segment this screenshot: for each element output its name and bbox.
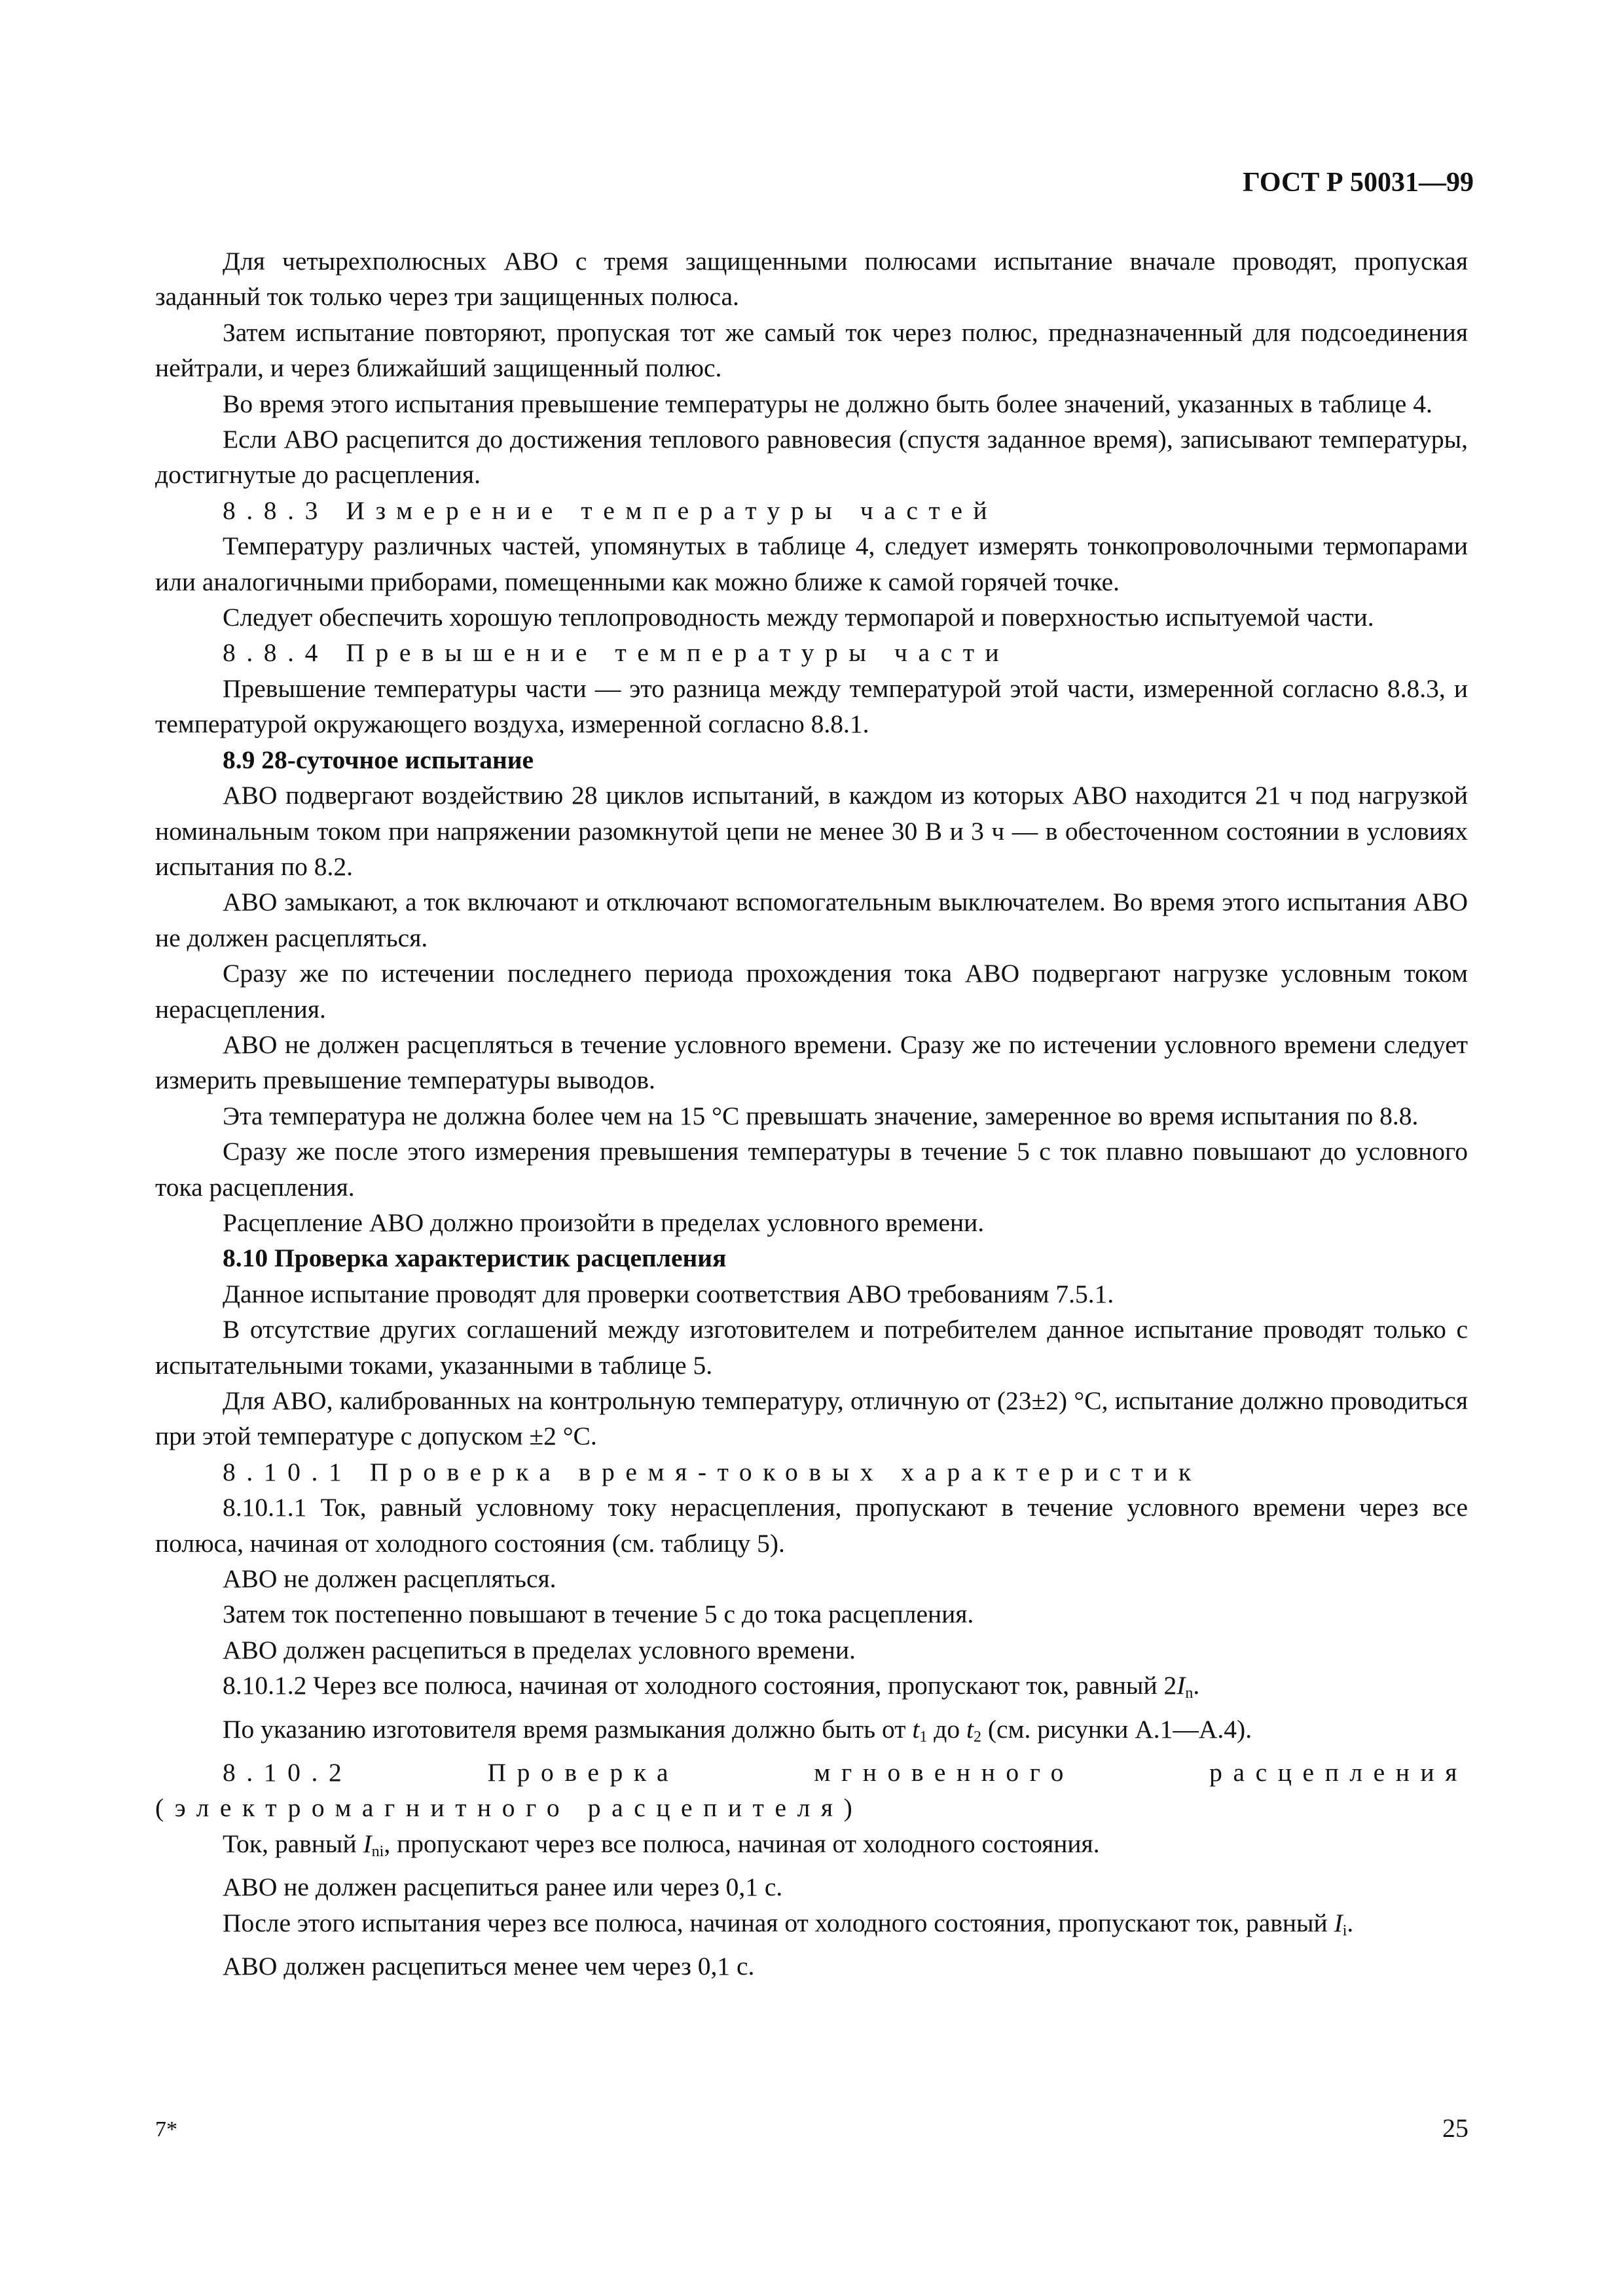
paragraph-text-end: .: [1193, 1671, 1200, 1700]
section-heading-8-10: 8.10 Проверка характеристик расцепления: [223, 1244, 727, 1273]
paragraph-with-formula: [155, 1712, 1468, 1755]
time-subscript: 2: [973, 1728, 981, 1746]
paragraph: Расцепление АВО должно произойти в пределах условного времени.: [223, 1208, 985, 1237]
paragraph-text-mid: до: [927, 1714, 966, 1744]
paragraph-text-end: .: [1347, 1908, 1354, 1937]
paragraph-with-formula: [155, 1668, 1468, 1711]
paragraph: 8.10.1.1 Ток, равный условному току нерасцепления, пропускают в течение условного времени через все полюса, начиная от холодного состояния (см. таблицу 5).: [155, 1493, 1468, 1558]
paragraph: АВО не должен расцепляться в течение условного времени. Сразу же по истечении условного времени следует измерить превышение температуры выводов.: [155, 1030, 1468, 1095]
current-subscript: ni: [371, 1842, 384, 1860]
paragraph-text: Ток, равный: [223, 1829, 357, 1858]
paragraph: АВО не должен расцепиться ранее или через 0,1 с.: [223, 1873, 783, 1902]
paragraph-with-formula: [155, 1826, 1468, 1869]
paragraph: АВО подвергают воздействию 28 циклов испытаний, в каждом из которых АВО находится 21 ч под нагрузкой номинальным током при напряжении разомкнутой цепи не менее 30 В и 3 ч — в обесточенном состоянии в условиях испытания по 8.2.: [155, 781, 1468, 881]
page-number: 25: [1442, 2113, 1468, 2143]
paragraph: Для АВО, калиброванных на контрольную температуру, отличную от (23±2) °С, испытание должно проводиться при этой температуре с допуском ±2 °С.: [155, 1386, 1468, 1451]
paragraph: Температуру различных частей, упомянутых в таблице 4, следует измерять тонкопроволочными термопарами или аналогичными приборами, помещенными как можно ближе к самой горячей точке.: [155, 531, 1468, 596]
paragraph: АВО должен расцепиться в пределах условного времени.: [223, 1635, 856, 1664]
paragraph: АВО должен расцепиться менее чем через 0,1 с.: [223, 1952, 755, 1981]
section-heading-8-9: 8.9 28-суточное испытание: [223, 745, 534, 774]
paragraph: В отсутствие других соглашений между изготовителем и потребителем данное испытание проводят только с испытательными токами, указанными в таблице 5.: [155, 1315, 1468, 1380]
paragraph: Сразу же после этого измерения превышения температуры в течение 5 с ток плавно повышают до условного тока расцепления.: [155, 1137, 1468, 1202]
time-symbol: t: [966, 1714, 974, 1744]
page-body: [155, 243, 1468, 1984]
current-subscript: i: [1342, 1922, 1347, 1939]
paragraph: Если АВО расцепится до достижения теплового равновесия (спустя заданное время), записывают температуры, достигнутые до расцепления.: [155, 425, 1468, 490]
current-symbol: I: [363, 1829, 372, 1858]
paragraph: Для четырехполюсных АВО с тремя защищенными полюсами испытание вначале проводят, пропуская заданный ток только через три защищенных полюса.: [155, 247, 1468, 312]
paragraph: АВО не должен расцепляться.: [223, 1564, 556, 1594]
time-symbol: t: [912, 1714, 920, 1744]
current-symbol: I: [1176, 1671, 1186, 1700]
subsection-heading-8-10-1: 8.10.1 Проверка время-токовых характеристик: [223, 1457, 1202, 1486]
current-symbol: I: [1334, 1908, 1343, 1937]
paragraph: Затем испытание повторяют, пропуская тот же самый ток через полюс, предназначенный для подсоединения нейтрали, и через ближайший защищенный полюс.: [155, 317, 1468, 383]
signature-mark: 7*: [155, 2117, 177, 2142]
paragraph: Данное испытание проводят для проверки соответствия АВО требованиям 7.5.1.: [223, 1279, 1114, 1308]
paragraph-text: 8.10.1.2 Через все полюса, начиная от холодного состояния, пропускают ток, равный 2: [223, 1671, 1177, 1700]
paragraph: Эта температура не должна более чем на 15 °С превышать значение, замеренное во время испытания по 8.8.: [223, 1101, 1419, 1130]
paragraph: Во время этого испытания превышение температуры не должно быть более значений, указанных в таблице 4.: [223, 389, 1432, 418]
subsection-heading-8-8-3: 8.8.3 Измерение температуры частей: [223, 495, 998, 525]
paragraph-text-end: (см. рисунки А.1—А.4).: [981, 1714, 1252, 1744]
paragraph-text-end: , пропускают через все полюса, начиная от холодного состояния.: [384, 1829, 1100, 1858]
paragraph-text: После этого испытания через все полюса, начиная от холодного состояния, пропускают ток, равный: [223, 1908, 1328, 1937]
paragraph: Превышение температуры части — это разница между температурой этой части, измеренной согласно 8.8.3, и температурой окружающего воздуха, измеренной согласно 8.8.1.: [155, 673, 1468, 739]
paragraph: Затем ток постепенно повышают в течение 5 с до тока расцепления.: [223, 1600, 974, 1629]
time-subscript: 1: [919, 1728, 928, 1746]
subsection-heading-8-8-4: 8.8.4 Превышение температуры части: [223, 638, 1010, 668]
paragraph: АВО замыкают, а ток включают и отключают вспомогательным выключателем. Во время этого испытания АВО не должен расцепляться.: [155, 888, 1468, 952]
paragraph: Следует обеспечить хорошую теплопроводность между термопарой и поверхностью испытуемой части.: [223, 603, 1374, 632]
paragraph: Сразу же по истечении последнего периода прохождения тока АВО подвергают нагрузке условным током нерасцепления.: [155, 959, 1468, 1024]
current-subscript: n: [1185, 1685, 1194, 1702]
document-code-header: ГОСТ Р 50031—99: [1243, 168, 1474, 198]
paragraph-with-formula: [155, 1905, 1468, 1948]
paragraph-text: По указанию изготовителя время размыкания должно быть от: [223, 1714, 906, 1744]
subsection-heading-8-10-2: 8.10.2 Проверка мгновенного расцепления (электромагнитного расцепителя): [155, 1758, 1468, 1823]
